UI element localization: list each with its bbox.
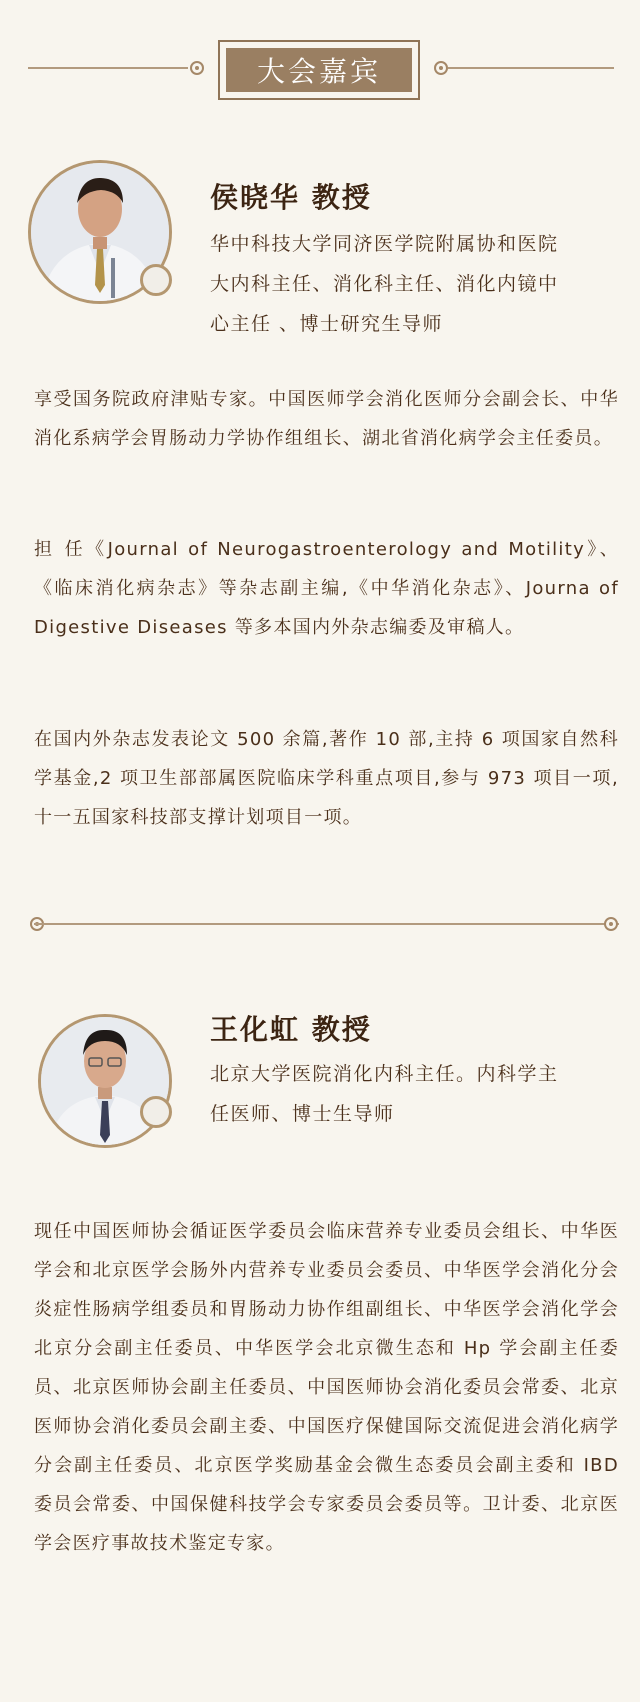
speaker-1-bio-2: 担 任《Journal of Neurogastroenterology and Motility》、《临床消化病杂志》等杂志副主编,《中华消化杂志》、Journa of Digestive Diseases 等多本国内外杂志编委及审稿人。 [34,539,619,638]
speaker-1-affiliation [210,224,559,344]
section-divider [34,923,619,925]
affiliation-line: 心主任 、博士研究生导师 [210,313,444,335]
speaker-1-name: 侯晓华 教授 [210,181,372,214]
speaker-1-bio-1: 享受国务院政府津贴专家。中国医师学会消化医师分会副会长、中华消化系病学会胃肠动力学协作组组长、湖北省消化病学会主任委员。 [34,389,619,449]
ornament-ring-icon [604,917,618,931]
banner-line-right [448,67,614,69]
banner-line-left [28,67,188,69]
ornament-ring-icon [434,61,448,75]
avatar-decoration-dot [140,1096,172,1128]
avatar-decoration-dot [140,264,172,296]
affiliation-line: 北京大学医院消化内科主任。内科学主 [210,1063,559,1085]
ornament-ring-icon [190,61,204,75]
speaker-1-bio-3: 在国内外杂志发表论文 500 余篇,著作 10 部,主持 6 项国家自然科学基金,2 项卫生部部属医院临床学科重点项目,参与 973 项目一项,十一五国家科技部支撑计划项目一项。 [34,729,619,828]
speaker-2-name: 王化虹 教授 [210,1013,372,1046]
section-title-frame [218,40,420,100]
speaker-2-affiliation [210,1054,559,1134]
speaker-2-bio: 现任中国医师协会循证医学委员会临床营养专业委员会组长、中华医学会和北京医学会肠外内营养专业委员会委员、中华医学会消化分会炎症性肠病学组委员和胃肠动力协作组副组长、中华医学会消化学会北京分会副主任委员、中华医学会北京微生态和 Hp 学会副主任委员、北京医师协会副主任委员、中国医师协会消化委员会常委、北京医师协会消化委员会副主委、中国医疗保健国际交流促进会消化病学分会副主任委员、北京医学奖励基金会微生态委员会副主委和 IBD 委员会常委、中国保健科技学会专家委员会委员等。卫计委、北京医学会医疗事故技术鉴定专家。 [34,1221,619,1554]
speaker-2-avatar [38,1014,172,1148]
affiliation-line: 华中科技大学同济医学院附属协和医院 [210,233,559,255]
section-title: 大会嘉宾 [226,48,412,92]
affiliation-line: 大内科主任、消化科主任、消化内镜中 [210,273,559,295]
affiliation-line: 任医师、博士生导师 [210,1103,395,1125]
